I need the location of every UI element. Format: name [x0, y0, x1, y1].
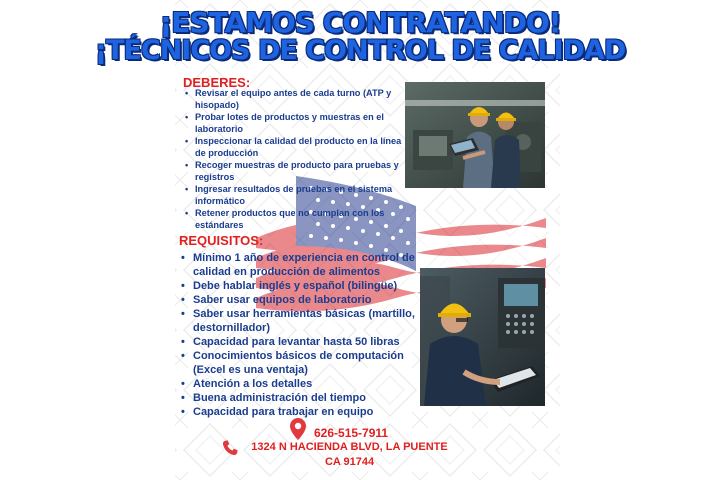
- headline-position: ¡TÉCNICOS DE CONTROL DE CALIDAD: [94, 35, 626, 66]
- phone-contact: [290, 418, 388, 440]
- requirement-item: • Capacidad para levantar hasta 50 libras: [193, 335, 418, 349]
- duty-item: • Retener productos que no cumplan con los estándares: [195, 208, 410, 231]
- map-pin-icon: [290, 418, 306, 440]
- duty-item: • Ingresar resultados de pruebas en el sistema informático: [195, 184, 410, 207]
- street-address: 1324 N HACIENDA BLVD, LA PUENTE CA 91744: [251, 441, 448, 468]
- duties-list: [195, 88, 410, 232]
- duty-item: • Inspeccionar la calidad del producto en la línea de producción: [195, 136, 410, 159]
- phone-number[interactable]: 626-515-7911: [314, 426, 389, 440]
- photo-technician-with-tablet: [420, 268, 545, 406]
- phone-icon: [222, 440, 238, 456]
- requirements-list: [193, 251, 418, 419]
- photo-technicians-with-laptop: [405, 82, 545, 188]
- duties-heading: DEBERES:: [183, 75, 251, 90]
- duty-item: • Revisar el equipo antes de cada turno (ATP y hisopado): [195, 88, 410, 111]
- requirement-item: • Saber usar equipos de laboratorio: [193, 293, 418, 307]
- requirement-item: • Atención a los detalles: [193, 377, 418, 391]
- requirements-heading: REQUISITOS:: [179, 233, 264, 248]
- headline-hiring: ¡ESTAMOS CONTRATANDO!: [159, 6, 561, 39]
- requirement-item: • Conocimientos básicos de computación (Excel es una ventaja): [193, 349, 418, 377]
- address-contact: [222, 440, 457, 470]
- requirement-item: • Mínimo 1 año de experiencia en control de calidad en producción de alimentos: [193, 251, 418, 279]
- duty-item: • Recoger muestras de producto para pruebas y registros: [195, 160, 410, 183]
- duty-item: • Probar lotes de productos y muestras en el laboratorio: [195, 112, 410, 135]
- requirement-item: • Capacidad para trabajar en equipo: [193, 405, 418, 419]
- requirement-item: • Saber usar herramientas básicas (martillo, destornillador): [193, 307, 418, 335]
- requirement-item: • Buena administración del tiempo: [193, 391, 418, 405]
- requirement-item: • Debe hablar inglés y español (bilingüe): [193, 279, 418, 293]
